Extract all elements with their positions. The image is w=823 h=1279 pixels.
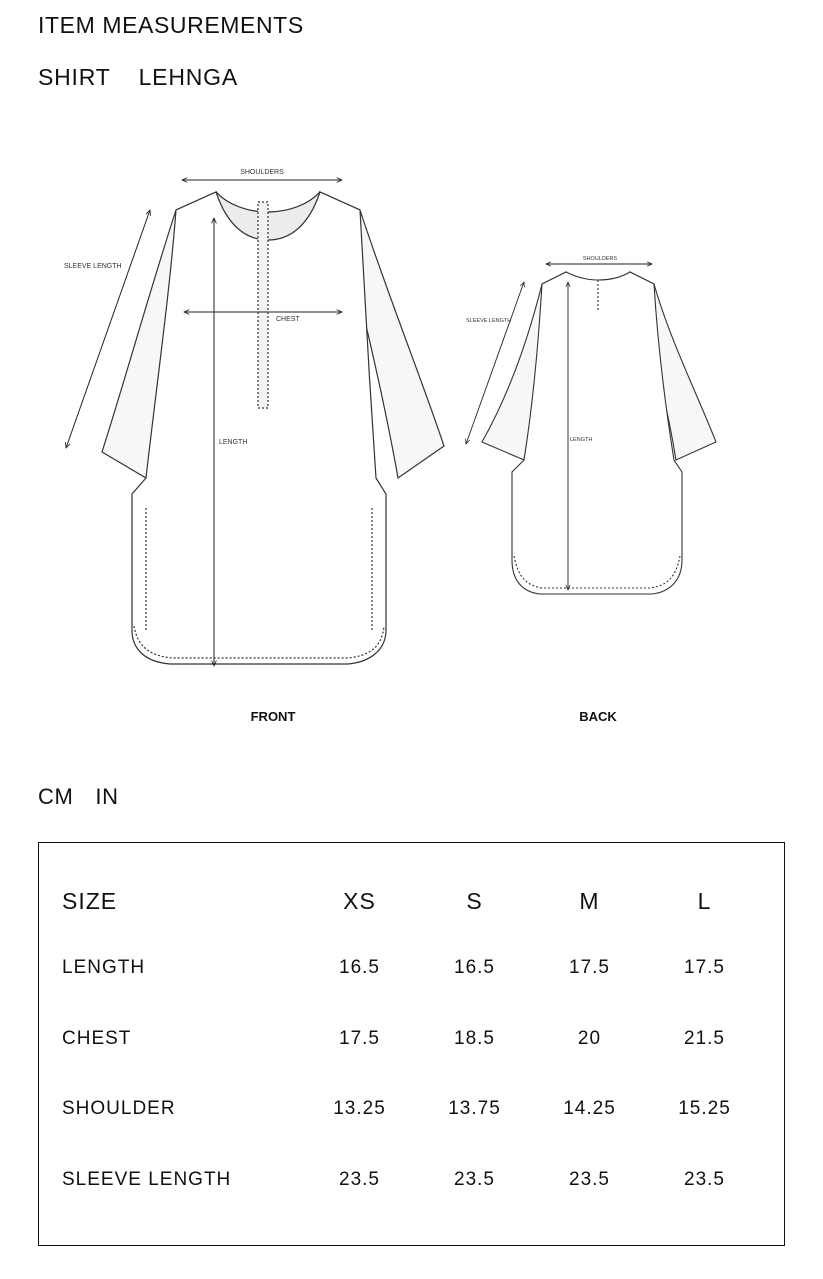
- size-chart: [38, 842, 785, 1246]
- table-cell: 13.75: [448, 1098, 501, 1120]
- unit-cm-button[interactable]: CM: [38, 784, 74, 809]
- header-m: M: [579, 887, 600, 914]
- table-cell: 15.25: [678, 1098, 731, 1120]
- table-cell: 21.5: [684, 1027, 725, 1049]
- page-title: ITEM MEASUREMENTS: [38, 12, 304, 38]
- header-xs: XS: [343, 887, 376, 914]
- row-label: SLEEVE LENGTH: [62, 1168, 232, 1190]
- garment-tabs: [38, 64, 238, 91]
- tab-lehnga[interactable]: LEHNGA: [138, 64, 238, 90]
- front-shirt-drawing: [102, 192, 444, 664]
- table-row: [62, 1004, 762, 1075]
- back-length-label: LENGTH: [570, 437, 593, 443]
- table-cell: 20: [577, 1027, 602, 1049]
- row-label: CHEST: [62, 1027, 132, 1049]
- table-cell: 18.5: [454, 1027, 495, 1049]
- table-cell: 23.5: [454, 1168, 495, 1190]
- table-cell: 23.5: [684, 1168, 725, 1190]
- header-size: SIZE: [62, 887, 118, 914]
- garment-illustration: [30, 110, 790, 750]
- back-sleeve-length-label: SLEEVE LENGTH: [466, 318, 512, 324]
- row-label: SHOULDER: [62, 1098, 176, 1120]
- table-cell: 17.5: [569, 957, 610, 979]
- table-cell: 13.25: [333, 1098, 386, 1120]
- front-shoulders-label: SHOULDERS: [240, 169, 284, 176]
- table-cell: 16.5: [339, 957, 380, 979]
- back-caption: BACK: [579, 709, 617, 724]
- back-shirt-drawing: [482, 272, 716, 594]
- header-s: S: [466, 887, 483, 914]
- back-shoulders-label: SHOULDERS: [582, 256, 618, 262]
- table-cell: 14.25: [563, 1098, 616, 1120]
- front-caption: FRONT: [250, 709, 296, 724]
- table-cell: 23.5: [569, 1168, 610, 1190]
- table-row: [62, 933, 762, 1004]
- table-row: [62, 1145, 762, 1216]
- table-cell: 17.5: [339, 1027, 380, 1049]
- front-chest-label: CHEST: [276, 316, 300, 323]
- unit-in-button[interactable]: IN: [95, 784, 119, 809]
- measurement-diagram: [30, 110, 790, 750]
- table-header-row: [62, 869, 762, 933]
- unit-toggle: [38, 784, 119, 810]
- header-l: L: [697, 887, 712, 914]
- front-length-label: LENGTH: [219, 439, 248, 446]
- row-label: LENGTH: [62, 957, 146, 979]
- front-sleeve-length-label: SLEEVE LENGTH: [64, 263, 122, 270]
- front-placket: [258, 202, 268, 408]
- table-cell: 23.5: [339, 1168, 380, 1190]
- table-cell: 17.5: [684, 957, 725, 979]
- table-row: [62, 1074, 762, 1145]
- tab-shirt[interactable]: SHIRT: [38, 64, 111, 90]
- size-table: [62, 869, 762, 1215]
- table-cell: 16.5: [454, 957, 495, 979]
